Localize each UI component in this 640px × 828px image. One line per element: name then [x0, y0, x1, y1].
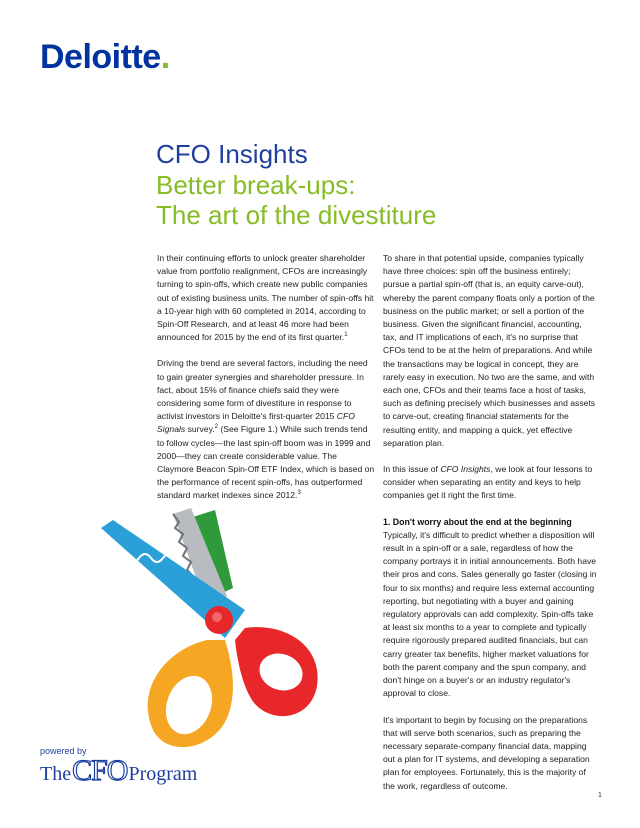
right-paragraph-1: To share in that potential upside, companies typically have three choices: spin off the business entirely; pursue a partial spin-off (that is, an equity carve-out), whereby the parent company floats only a portion of the business on the public market; or sell a portion of the business. Given the significant financial, accounting, tax, and IT implications of each, it's no surprise that CFOs tend to be at the helm of preparations. And while the transactions may be logical in concept, they are rarely easy in execution. No two are the same, and with each one, CFOs and their teams face a host of tasks, such as defining precisely which businesses and assets to carve-out, creating financial statements for the resulting entity, and mapping a quick, yet effective separation plan. [383, 253, 596, 448]
right-column [383, 252, 597, 806]
series-title: CFO Insights [156, 139, 308, 169]
title-block [156, 138, 596, 230]
right-paragraph-3: Typically, it's difficult to predict whether a disposition will result in a spin-off or a sale, regardless of how the company portrays it in initial announcements. Both have their pros and cons. Sales generally go faster (closing in four to six months) and require less external accounting reporting, but negotiating with a buyer and gaining regulatory approvals can add complexity. Spin-offs take at least six months to a year to complete and typically require rigorously prepared audited financials, but can carry greater tax benefits, higher market valuations for both the parent company and the spun company, and don't hinge on a buyer's or an industry regulator's approval to close. [383, 529, 597, 699]
left-column [157, 252, 375, 516]
footnote-ref: 1 [344, 332, 348, 339]
deloitte-logo: Deloitte. [40, 38, 170, 76]
footnote-ref: 3 [297, 490, 301, 497]
scissors-illustration [95, 500, 335, 760]
right-paragraph-4: It's important to begin by focusing on the preparations that will serve both scenarios, such as preparing the necessary separate-company financial data, mapping out a plan for IT systems, and developing a separation plan for employees. Fortunately, this is the majority of the work, regardless of outcome. [383, 714, 590, 791]
section-heading-1: 1. Don't worry about the end at the beginning [383, 516, 572, 527]
headline-line-1: Better break-ups: [156, 170, 356, 200]
cfo-program-logo: TheCFOProgram [40, 754, 198, 787]
left-paragraph-2: Driving the trend are several factors, including the need to gain greater synergies and shareholder pressure. In fact, about 15% of finance chiefs said they were considering some form of divestiture in response to activist investors in Deloitte's first-quarter 2015 CFO Signals survey.$^2$ (See Figure 1.) While such trends tend to follow cycles—the last spin-off boom was in 1999 and 2000—they can create considerable value. The Claymore Beacon Spin-Off ETF Index, which is based on the performance of recent spin-offs, has outperformed standard market indexes since 2012.$^3$ [157, 358, 375, 501]
headline-line-2: The art of the divestiture [156, 200, 437, 230]
left-paragraph-1: In their continuing efforts to unlock greater shareholder value from portfolio realignment, CFOs are increasingly turning to spin-offs, which create new public companies out of existing business units. The number of spin-offs hit a 10-year high with 60 completed in 2014, according to Spin-Off Research, and at least 46 more had been announced for 2015 by the end of its first quarter.$^1$ [157, 253, 374, 343]
powered-by-label: powered by [40, 746, 87, 756]
footnote-ref: 2 [214, 424, 218, 431]
logo-green-dot: . [160, 38, 170, 76]
right-paragraph-2: In this issue of CFO Insights, we look at four lessons to consider when separating an entity and keys to help companies get it right the first time. [383, 464, 593, 501]
page-number: 1 [598, 792, 602, 799]
